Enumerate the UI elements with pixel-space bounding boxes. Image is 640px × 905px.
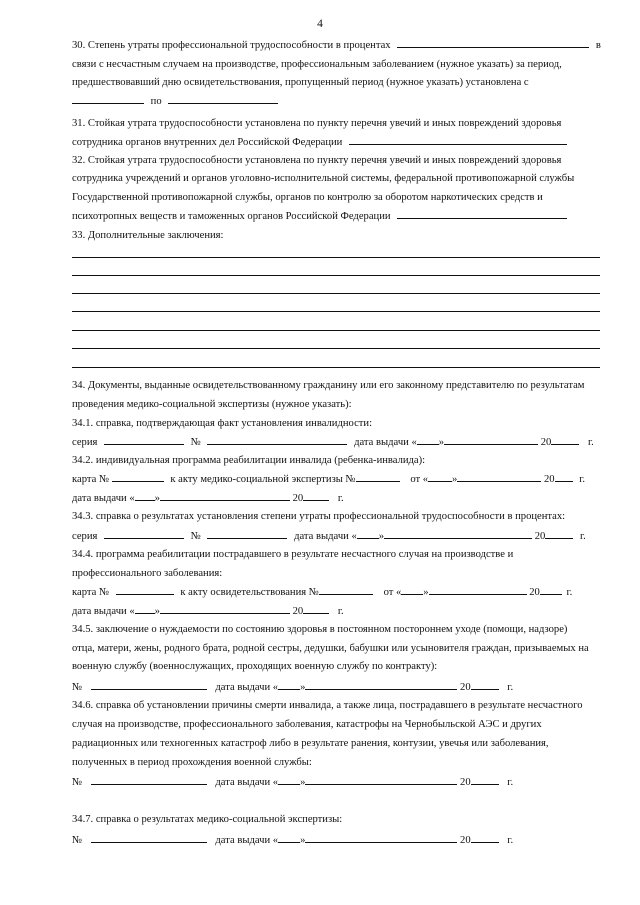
s346-line-3: радиационных или техногенных катастроф либо в результате ранения, контузии, увечья или заболевания, — [72, 738, 549, 749]
s346-line-1: 34.6. справка об установлении причины смерти инвалида, а также лица, пострадавшего в результате несчастного — [72, 700, 583, 711]
year-field[interactable] — [303, 490, 329, 501]
item-33-title: 33. Дополнительные заключения: — [72, 230, 224, 241]
additional-conclusions-line[interactable] — [72, 330, 600, 331]
act-number-field[interactable] — [356, 471, 400, 482]
item-30-line-3: предшествовавший дню освидетельствования, пропущенный период (нужное указать) установлена с — [72, 77, 529, 88]
s346-fields: № дата выдачи « » 20 г. — [72, 774, 600, 790]
series-field[interactable] — [104, 434, 184, 445]
s343-fields: серия № дата выдачи « » 20 г. — [72, 528, 600, 544]
s347-fields: № дата выдачи « » 20 г. — [72, 832, 600, 848]
day-field[interactable] — [278, 832, 300, 843]
item-31-field[interactable] — [349, 134, 567, 145]
s345-line-2: отца, матери, жены, родного брата, родной сестры, дедушки, бабушки или усыновителя граждан, призываемых на — [72, 643, 589, 654]
s342-title: 34.2. индивидуальная программа реабилитации инвалида (ребенка-инвалида): — [72, 455, 426, 466]
year-field[interactable] — [303, 603, 329, 614]
s345-fields: № дата выдачи « » 20 г. — [72, 679, 600, 695]
number-field[interactable] — [207, 434, 347, 445]
month-field[interactable] — [160, 490, 290, 501]
day-field[interactable] — [417, 434, 439, 445]
s342-fields-2: дата выдачи « » 20 г. — [72, 490, 600, 506]
day-field[interactable] — [135, 603, 155, 614]
s346-line-2: случая на производстве, профессионального заболевания, катастрофы на Чернобыльской АЭС и других — [72, 719, 542, 730]
month-field[interactable] — [429, 584, 527, 595]
month-field[interactable] — [444, 434, 538, 445]
additional-conclusions-line[interactable] — [72, 275, 600, 276]
month-field[interactable] — [305, 832, 457, 843]
item-32-line-4: психотропных веществ и таможенных органов Российской Федерации — [72, 208, 600, 224]
number-field[interactable] — [91, 832, 207, 843]
period-to-field[interactable] — [168, 93, 278, 104]
year-field[interactable] — [545, 528, 573, 539]
additional-conclusions-line[interactable] — [72, 293, 600, 294]
s347-title: 34.7. справка о результатах медико-социальной экспертизы: — [72, 814, 343, 825]
month-field[interactable] — [457, 471, 541, 482]
month-field[interactable] — [305, 774, 457, 785]
month-field[interactable] — [384, 528, 532, 539]
day-field[interactable] — [278, 774, 300, 785]
s345-line-1: 34.5. заключение о нуждаемости по состоянию здоровья в постоянном постороннем уходе (помощи, надзоре) — [72, 624, 568, 635]
s343-title: 34.3. справка о результатах установления степени утраты профессиональной трудоспособности в процентах: — [72, 511, 566, 522]
page-number: 4 — [317, 18, 323, 30]
s342-fields-1: карта № к акту медико-социальной экспертизы № от « » 20 г. — [72, 471, 600, 487]
additional-conclusions-line[interactable] — [72, 367, 600, 368]
card-number-field[interactable] — [112, 471, 164, 482]
item-32-line-2: сотрудника учреждений и органов уголовно-исполнительной системы, федеральной противопожарной службы — [72, 173, 575, 184]
day-field[interactable] — [401, 584, 423, 595]
item-30-line-4: по — [72, 93, 600, 109]
number-field[interactable] — [91, 679, 207, 690]
item-31-line-2: сотрудника органов внутренних дел Российской Федерации — [72, 134, 600, 150]
s345-line-3: военную службу (военнослужащих, проходящих военную службу по контракту): — [72, 661, 438, 672]
year-field[interactable] — [471, 679, 499, 690]
year-field[interactable] — [555, 471, 573, 482]
item-34-line-1: 34. Документы, выданные освидетельствованному гражданину или его законному представителю по результатам — [72, 380, 585, 391]
s341-fields: серия № дата выдачи « » 20 г. — [72, 434, 600, 450]
month-field[interactable] — [305, 679, 457, 690]
item-34-line-2: проведения медико-социальной экспертизы (нужное указать): — [72, 399, 352, 410]
number-field[interactable] — [91, 774, 207, 785]
day-field[interactable] — [135, 490, 155, 501]
day-field[interactable] — [357, 528, 379, 539]
day-field[interactable] — [278, 679, 300, 690]
act-number-field[interactable] — [319, 584, 373, 595]
year-field[interactable] — [471, 832, 499, 843]
item-32-line-1: 32. Стойкая утрата трудоспособности установлена по пункту перечня увечий и иных повреждений здоровья — [72, 155, 562, 166]
disability-percent-field[interactable] — [397, 37, 589, 48]
item-31-line-1: 31. Стойкая утрата трудоспособности установлена по пункту перечня увечий и иных повреждений здоровья — [72, 118, 562, 129]
item-32-field[interactable] — [397, 208, 567, 219]
month-field[interactable] — [160, 603, 290, 614]
series-field[interactable] — [104, 528, 184, 539]
period-from-field[interactable] — [72, 93, 144, 104]
additional-conclusions-line[interactable] — [72, 348, 600, 349]
year-field[interactable] — [471, 774, 499, 785]
year-field[interactable] — [540, 584, 562, 595]
s346-line-4: полученных в период прохождения военной службы: — [72, 757, 312, 768]
s344-line-2: профессионального заболевания: — [72, 568, 223, 579]
s344-fields-1: карта № к акту освидетельствования № от « » 20 г. — [72, 584, 600, 600]
item-30-line-1: 30. Степень утраты профессиональной трудоспособности в процентах в — [72, 37, 600, 53]
s344-fields-2: дата выдачи « » 20 г. — [72, 603, 600, 619]
item-32-line-3: Государственной противопожарной службы, органов по контролю за оборотом наркотических средств и — [72, 192, 543, 203]
additional-conclusions-line[interactable] — [72, 257, 600, 258]
year-field[interactable] — [551, 434, 579, 445]
s344-line-1: 34.4. программа реабилитации пострадавшего в результате несчастного случая на производстве и — [72, 549, 514, 560]
item-30-line-2: связи с несчастным случаем на производстве, профессиональным заболеванием (нужное указать) за период, — [72, 59, 562, 70]
number-field[interactable] — [207, 528, 287, 539]
day-field[interactable] — [428, 471, 452, 482]
s341-title: 34.1. справка, подтверждающая факт установления инвалидности: — [72, 418, 373, 429]
card-number-field[interactable] — [116, 584, 174, 595]
additional-conclusions-line[interactable] — [72, 311, 600, 312]
